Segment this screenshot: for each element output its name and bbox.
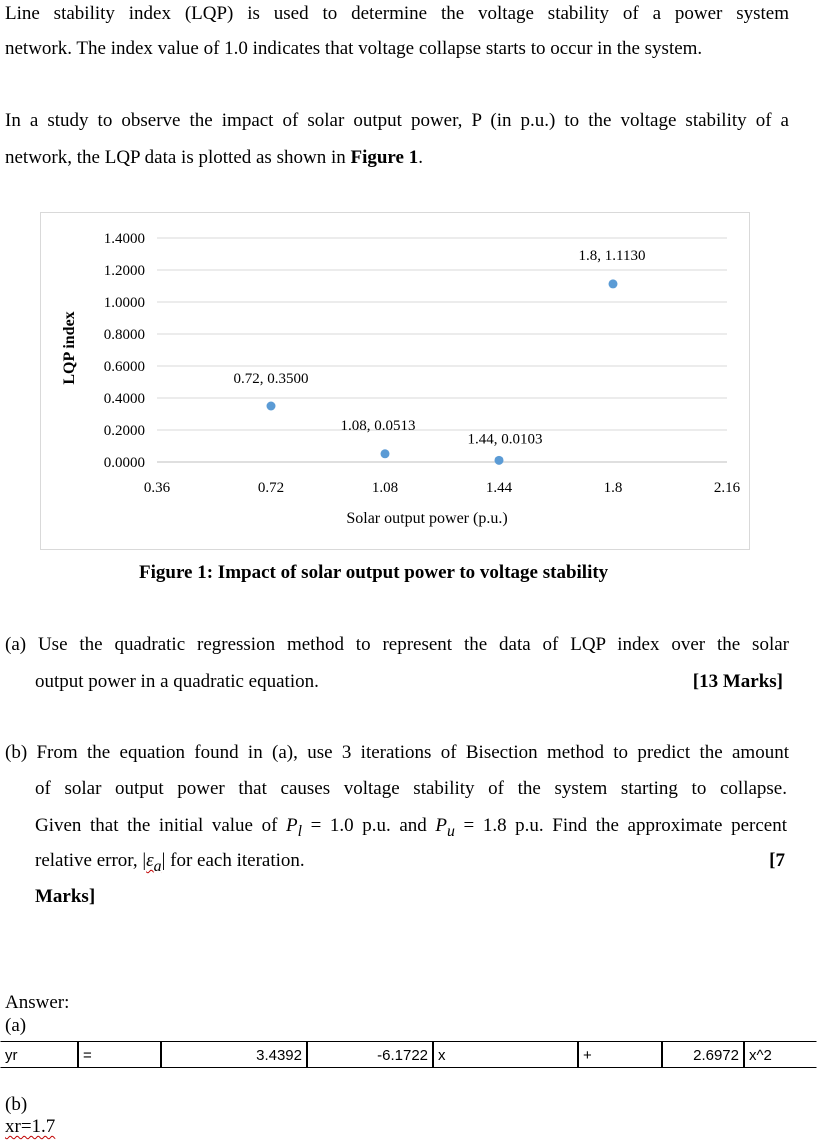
data-point-label: 1.08, 0.0513 xyxy=(340,417,416,434)
x-axis-title: Solar output power (p.u.) xyxy=(346,510,508,527)
data-point xyxy=(495,456,504,465)
question-b-line-3-c: = 1.8 p.u. Find the approximate percent xyxy=(454,815,787,836)
intro-line-1: Line stability index (LQP) is used to determine the voltage stability of a power system xyxy=(5,3,789,24)
intro-line-4-text: network, the LQP data is plotted as shown in xyxy=(5,147,351,168)
x-tick-label: 1.08 xyxy=(371,480,399,496)
question-b-line-4-b: | for each iteration. xyxy=(161,850,305,871)
intro-line-3 xyxy=(5,103,789,139)
question-b-line-3-b: = 1.0 p.u. and xyxy=(302,815,436,836)
intro-line-2: network. The index value of 1.0 indicates that voltage collapse starts to occur in the system. xyxy=(5,38,703,59)
epsilon-char: ε xyxy=(146,850,154,871)
y-tick-label: 1.0000 xyxy=(103,295,145,311)
cell-equals[interactable]: = xyxy=(78,1041,161,1068)
cell-x[interactable]: x xyxy=(433,1041,578,1068)
y-tick-label: 0.4000 xyxy=(103,391,145,407)
y-tick-label: 1.4000 xyxy=(103,231,145,247)
scatter-chart xyxy=(41,213,751,551)
epsilon-subscript: a xyxy=(153,857,162,875)
question-b-line-3-a: Given that the initial value of xyxy=(35,815,287,836)
data-point xyxy=(609,279,618,288)
p-lower-symbol: P xyxy=(286,815,298,836)
data-point-label: 0.72, 0.3500 xyxy=(233,371,309,387)
cell-plus[interactable]: + xyxy=(578,1041,662,1068)
intro-line-3-text: In a study to observe the impact of solar output power, P (in p.u.) to the voltage stability of a xyxy=(5,110,789,131)
question-b-marks-part1: [7 xyxy=(769,850,785,871)
figure-caption: Figure 1: Impact of solar output power to voltage stability xyxy=(139,562,609,583)
answer-equation-row xyxy=(0,1041,817,1068)
question-a-line-1: (a) Use the quadratic regression method to represent the data of LQP index over the solar xyxy=(5,634,789,655)
x-tick-label: 0.36 xyxy=(143,480,171,496)
intro-line-4 xyxy=(5,146,423,170)
intro-line-4-period: . xyxy=(418,147,423,168)
p-upper-subscript: u xyxy=(447,822,455,840)
x-tick-label: 2.16 xyxy=(713,480,741,496)
y-tick-label: 0.0000 xyxy=(103,455,145,471)
answer-xr-value xyxy=(5,1116,55,1138)
p-upper-symbol: P xyxy=(435,815,448,836)
question-a-marks: [13 Marks] xyxy=(692,671,783,692)
question-b-line-1: (b) From the equation found in (a), use 3 iterations of Bisection method to predict the amount xyxy=(5,742,789,763)
cell-x-squared[interactable]: x^2 xyxy=(744,1041,817,1068)
cell-coef-a2[interactable]: 2.6972 xyxy=(662,1041,744,1068)
y-tick-label: 1.2000 xyxy=(103,263,145,279)
y-tick-label: 0.6000 xyxy=(103,359,145,375)
epsilon-symbol xyxy=(146,850,162,875)
question-b-line-4 xyxy=(35,849,305,879)
question-b-line-3 xyxy=(35,808,787,850)
question-b-line-4-a: relative error, | xyxy=(35,850,147,871)
cell-coef-a1[interactable]: -6.1722 xyxy=(307,1041,433,1068)
y-tick-label: 0.2000 xyxy=(103,423,145,439)
chart-frame xyxy=(40,212,750,550)
x-tick-label: 1.44 xyxy=(485,480,513,496)
data-point-label: 1.44, 0.0103 xyxy=(467,431,543,448)
question-b-line-2: of solar output power that causes voltage stability of the system starting to collapse. xyxy=(35,778,787,799)
y-axis-title: LQP index xyxy=(61,311,78,385)
answer-part-a-label: (a) xyxy=(5,1015,27,1036)
question-a-line-2: output power in a quadratic equation. xyxy=(35,671,319,692)
data-point xyxy=(267,402,276,411)
x-tick-label: 1.8 xyxy=(603,480,623,496)
data-point xyxy=(381,449,390,458)
cell-coef-a0[interactable]: 3.4392 xyxy=(161,1041,307,1068)
question-b-marks-part2: Marks] xyxy=(35,886,96,907)
cell-yr[interactable]: yr xyxy=(0,1041,78,1068)
x-tick-label: 0.72 xyxy=(257,480,285,496)
y-tick-label: 0.8000 xyxy=(103,327,145,343)
p-lower-subscript: l xyxy=(297,822,303,840)
answer-heading: Answer: xyxy=(5,992,70,1013)
figure-reference: Figure 1 xyxy=(350,147,419,168)
answer-part-b-label: (b) xyxy=(5,1094,28,1115)
xr-text: xr=1.7 xyxy=(5,1116,56,1137)
data-point-label: 1.8, 1.1130 xyxy=(578,247,646,264)
